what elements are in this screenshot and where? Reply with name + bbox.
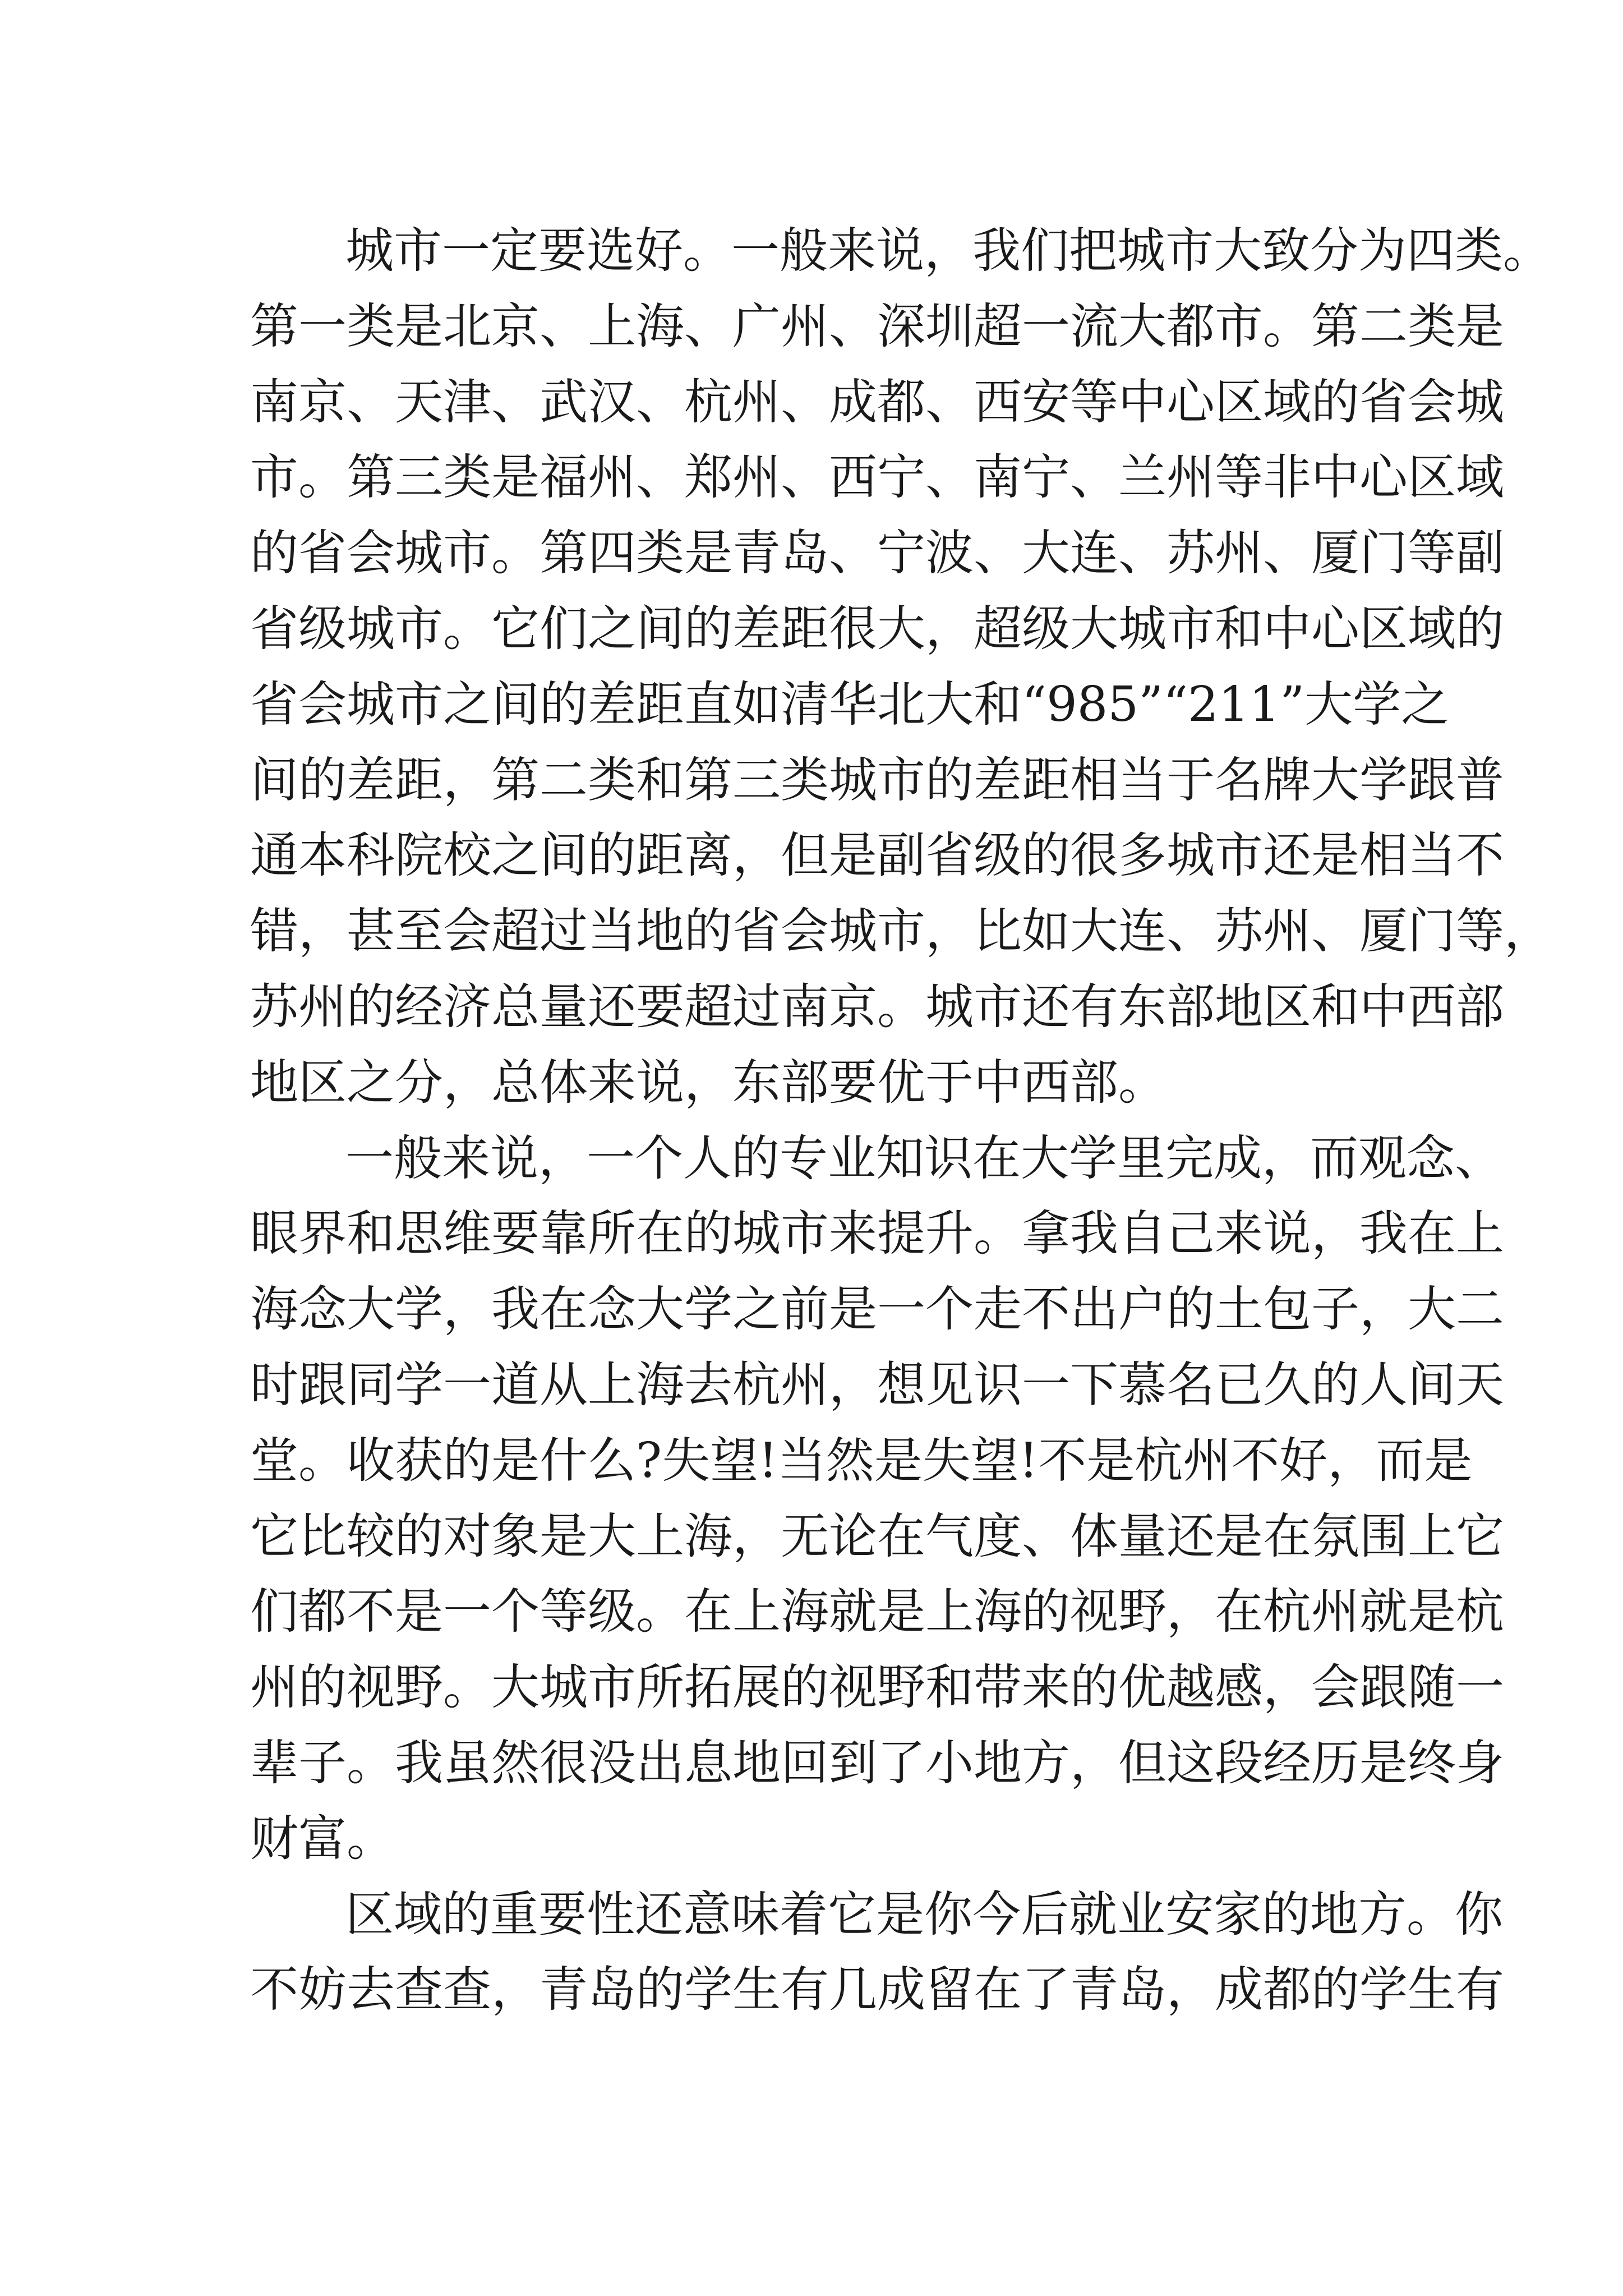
text-line: 辈子。我虽然很没出息地回到了小地方，但这段经历是终身 <box>250 1734 1504 1791</box>
text-line: 它比较的对象是大上海，无论在气度、体量还是在氛围上它 <box>250 1508 1504 1565</box>
text-line: 不妨去查查，青岛的学生有几成留在了青岛，成都的学生有 <box>250 1962 1504 2018</box>
text-line: 州的视野。大城市所拓展的视野和带来的优越感，会跟随一 <box>250 1659 1504 1716</box>
text-line: 眼界和思维要靠所在的城市来提升。拿我自己来说，我在上 <box>250 1205 1504 1262</box>
text-line: 地区之分，总体来说，东部要优于中西部。 <box>250 1054 1166 1111</box>
text-line: 一般来说，一个人的专业知识在大学里完成，而观念、 <box>345 1130 1503 1186</box>
text-line: 区域的重要性还意味着它是你今后就业安家的地方。你 <box>345 1886 1503 1943</box>
text-line: 省级城市。它们之间的差距很大，超级大城市和中心区域的 <box>250 600 1504 657</box>
text-line: 城市一定要选好。一般来说，我们把城市大致分为四类。 <box>345 223 1551 279</box>
text-line: 们都不是一个等级。在上海就是上海的视野，在杭州就是杭 <box>250 1584 1504 1640</box>
paragraph-region-importance <box>250 1877 1504 2028</box>
text-line: 市。第三类是福州、郑州、西宁、南宁、兰州等非中心区域 <box>250 449 1504 506</box>
text-line: 海念大学，我在念大学之前是一个走不出户的土包子，大二 <box>250 1281 1504 1338</box>
text-line: 财富。 <box>250 1810 395 1867</box>
text-line: 省会城市之间的差距直如清华北大和“985”“211”大学之 <box>250 676 1450 733</box>
text-line: 苏州的经济总量还要超过南京。城市还有东部地区和中西部 <box>250 978 1504 1035</box>
paragraph-city-vision <box>250 1121 1504 1877</box>
text-line: 错，甚至会超过当地的省会城市，比如大连、苏州、厦门等， <box>250 903 1552 960</box>
text-line: 时跟同学一道从上海去杭州，想见识一下慕名已久的人间天 <box>250 1356 1504 1413</box>
text-line: 通本科院校之间的距离，但是副省级的很多城市还是相当不 <box>250 827 1504 884</box>
text-line: 南京、天津、武汉、杭州、成都、西安等中心区域的省会城 <box>250 374 1504 430</box>
document-body <box>250 213 1552 2028</box>
text-line: 的省会城市。第四类是青岛、宁波、大连、苏州、厦门等副 <box>250 525 1504 582</box>
text-line: 堂。收获的是什么?失望!当然是失望!不是杭州不好，而是 <box>250 1432 1473 1489</box>
paragraph-city-types <box>250 213 1552 1121</box>
text-line: 间的差距，第二类和第三类城市的差距相当于名牌大学跟普 <box>250 752 1504 808</box>
text-line: 第一类是北京、上海、广州、深圳超一流大都市。第二类是 <box>250 298 1504 355</box>
